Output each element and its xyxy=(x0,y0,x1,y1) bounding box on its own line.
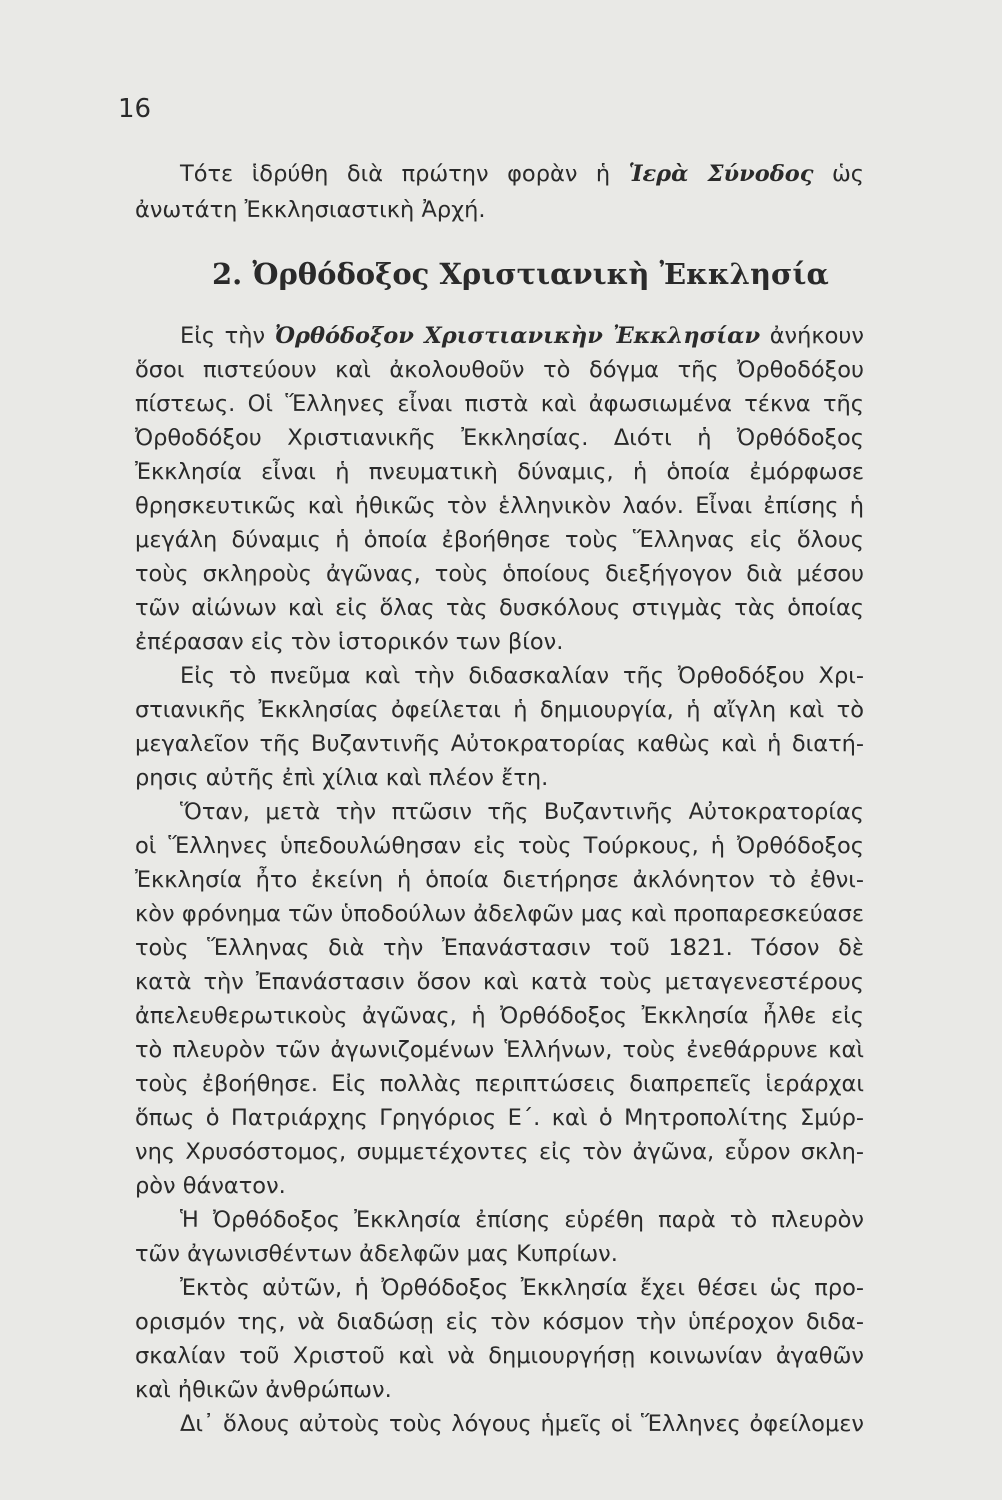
text-line-intro-1 xyxy=(0,193,1002,227)
line-text: μεγάλη δύναμις ἡ ὁποία ἐβοήθησε τοὺς Ἕλληνας εἰς ὅλους xyxy=(135,527,864,553)
line-text: Ὅταν, μετὰ τὴν πτῶσιν τῆς Βυζαντινῆς Αὐτοκρατορίας xyxy=(180,799,864,825)
text-line-29 xyxy=(0,1305,1002,1339)
text-line-10 xyxy=(0,659,1002,693)
text-line-5 xyxy=(0,489,1002,523)
line-text: κὸν φρόνημα τῶν ὑποδούλων ἀδελφῶν μας καὶ προπαρεσκεύασε xyxy=(135,901,864,927)
line-text: στιανικῆς Ἐκκλησίας ὀφείλεται ἡ δημιουργία, ἡ αἴγλη καὶ τὸ xyxy=(135,697,864,723)
text-line-23 xyxy=(0,1101,1002,1135)
line-text: νης Χρυσόστομος, συμμετέχοντες εἰς τὸν ἀγῶνα, εὗρον σκλη- xyxy=(135,1139,864,1165)
line-text: Δι᾽ ὅλους αὐτοὺς τοὺς λόγους ἡμεῖς οἱ Ἕλληνες ὀφείλομεν xyxy=(180,1411,864,1437)
line-text: σκαλίαν τοῦ Χριστοῦ καὶ νὰ δημιουργήσῃ κοινωνίαν ἀγαθῶν xyxy=(135,1343,864,1369)
text-line-1 xyxy=(0,353,1002,387)
line-text: τοὺς σκληροὺς ἀγῶνας, τοὺς ὁποίους διεξήγογον διὰ μέσου xyxy=(135,561,864,587)
line-text: τοὺς Ἕλληνας διὰ τὴν Ἐπανάστασιν τοῦ 1821. Τόσον δὲ xyxy=(135,935,864,961)
text-line-28 xyxy=(0,1271,1002,1305)
text-line-7 xyxy=(0,557,1002,591)
line-text: τὸ πλευρὸν τῶν ἀγωνιζομένων Ἑλλήνων, τοὺς ἐνεθάρρυνε καὶ xyxy=(135,1037,864,1063)
text-line-25 xyxy=(0,1169,1002,1203)
text-line-20 xyxy=(0,999,1002,1033)
text-line-9 xyxy=(0,625,1002,659)
text-line-17 xyxy=(0,897,1002,931)
text-line-4 xyxy=(0,455,1002,489)
text-line-32 xyxy=(0,1407,1002,1441)
text-line-26 xyxy=(0,1203,1002,1237)
text-line-0 xyxy=(0,319,1002,353)
line-text: Ἐκκλησία ἦτο ἐκείνη ἡ ὁποία διετήρησε ἀκλόνητον τὸ ἐθνι- xyxy=(135,867,864,893)
emphasis-orthodox-church: Ὀρθόδοξον Χριστιανικὴν Ἐκκλησίαν xyxy=(274,323,761,349)
line-text: οἱ Ἕλληνες ὑπεδουλώθησαν εἰς τοὺς Τούρκους, ἡ Ὀρθόδοξος xyxy=(135,833,864,859)
text-line-18 xyxy=(0,931,1002,965)
emphasis-holy-synod: Ἱερὰ Σύνοδος xyxy=(628,161,814,187)
text-line-19 xyxy=(0,965,1002,999)
line-text: Εἰς τὴν Ὀρθόδοξον Χριστιανικὴν Ἐκκλησίαν ἀνήκουν xyxy=(180,323,864,349)
line-text: τῶν αἰώνων καὶ εἰς ὅλας τὰς δυσκόλους στιγμὰς τὰς ὁποίας xyxy=(135,595,864,621)
line-text: θρησκευτικῶς καὶ ἠθικῶς τὸν ἑλληνικὸν λαόν. Εἶναι ἐπίσης ἡ xyxy=(135,493,864,519)
text-line-6 xyxy=(0,523,1002,557)
text-line-15 xyxy=(0,829,1002,863)
text-line-13 xyxy=(0,761,1002,795)
text-line-2 xyxy=(0,387,1002,421)
text-line-22 xyxy=(0,1067,1002,1101)
line-text: Ὀρθοδόξου Χριστιανικῆς Ἐκκλησίας. Διότι ἡ Ὀρθόδοξος xyxy=(135,425,864,451)
line-text: πίστεως. Οἱ Ἕλληνες εἶναι πιστὰ καὶ ἀφωσιωμένα τέκνα τῆς xyxy=(135,391,864,417)
text-line-12 xyxy=(0,727,1002,761)
text-line-14 xyxy=(0,795,1002,829)
line-text: τοὺς ἐβοήθησε. Εἰς πολλὰς περιπτώσεις διαπρεπεῖς ἱεράρχαι xyxy=(135,1071,864,1097)
line-text: Τότε ἱδρύθη διὰ πρώτην φορὰν ἡ Ἱερὰ Σύνοδος ὡς xyxy=(180,161,864,187)
line-text: τῶν ἀγωνισθέντων ἀδελφῶν μας Κυπρίων. xyxy=(135,1241,618,1267)
line-text: ἐπέρασαν εἰς τὸν ἱστορικόν των βίον. xyxy=(135,629,564,655)
line-text: κατὰ τὴν Ἐπανάστασιν ὅσον καὶ κατὰ τοὺς μεταγενεστέρους xyxy=(135,969,864,995)
section-heading-text: 2. Ὀρθόδοξος Χριστιανικὴ Ἐκκλησία xyxy=(212,257,829,291)
line-text: Ἡ Ὀρθόδοξος Ἐκκλησία ἐπίσης εὑρέθη παρὰ τὸ πλευρὸν xyxy=(180,1207,864,1233)
text-line-8 xyxy=(0,591,1002,625)
text-line-intro-0 xyxy=(0,157,1002,191)
line-text: ρησις αὐτῆς ἐπὶ χίλια καὶ πλέον ἔτη. xyxy=(135,765,549,791)
line-text: ὅπως ὁ Πατριάρχης Γρηγόριος Ε΄. καὶ ὁ Μητροπολίτης Σμύρ- xyxy=(135,1105,864,1131)
line-text: καὶ ἠθικῶν ἀνθρώπων. xyxy=(135,1377,392,1403)
line-text: ἀπελευθερωτικοὺς ἀγῶνας, ἡ Ὀρθόδοξος Ἐκκλησία ἦλθε εἰς xyxy=(135,1003,864,1029)
text-line-31 xyxy=(0,1373,1002,1407)
line-text: ρὸν θάνατον. xyxy=(135,1173,286,1199)
text-line-24 xyxy=(0,1135,1002,1169)
line-text: Ἐκκλησία εἶναι ἡ πνευματικὴ δύναμις, ἡ ὁποία ἐμόρφωσε xyxy=(135,459,864,485)
line-text: Ἐκτὸς αὐτῶν, ἡ Ὀρθόδοξος Ἐκκλησία ἔχει θέσει ὡς προ- xyxy=(180,1275,864,1301)
line-text: ορισμόν της, νὰ διαδώσῃ εἰς τὸν κόσμον τὴν ὑπέροχον διδα- xyxy=(135,1309,864,1335)
text-line-3 xyxy=(0,421,1002,455)
line-text: ὅσοι πιστεύουν καὶ ἀκολουθοῦν τὸ δόγμα τῆς Ὀρθοδόξου xyxy=(135,357,864,383)
text-line-16 xyxy=(0,863,1002,897)
text-line-27 xyxy=(0,1237,1002,1271)
line-text: Εἰς τὸ πνεῦμα καὶ τὴν διδασκαλίαν τῆς Ὀρθοδόξου Χρι- xyxy=(180,663,864,689)
text-line-30 xyxy=(0,1339,1002,1373)
text-line-11 xyxy=(0,693,1002,727)
section-heading xyxy=(0,252,1002,296)
page-number: 16 xyxy=(118,94,152,124)
line-text: μεγαλεῖον τῆς Βυζαντινῆς Αὐτοκρατορίας καθὼς καὶ ἡ διατή- xyxy=(135,731,864,757)
text-line-21 xyxy=(0,1033,1002,1067)
line-text: ἀνωτάτη Ἐκκλησιαστικὴ Ἀρχή. xyxy=(135,197,486,223)
